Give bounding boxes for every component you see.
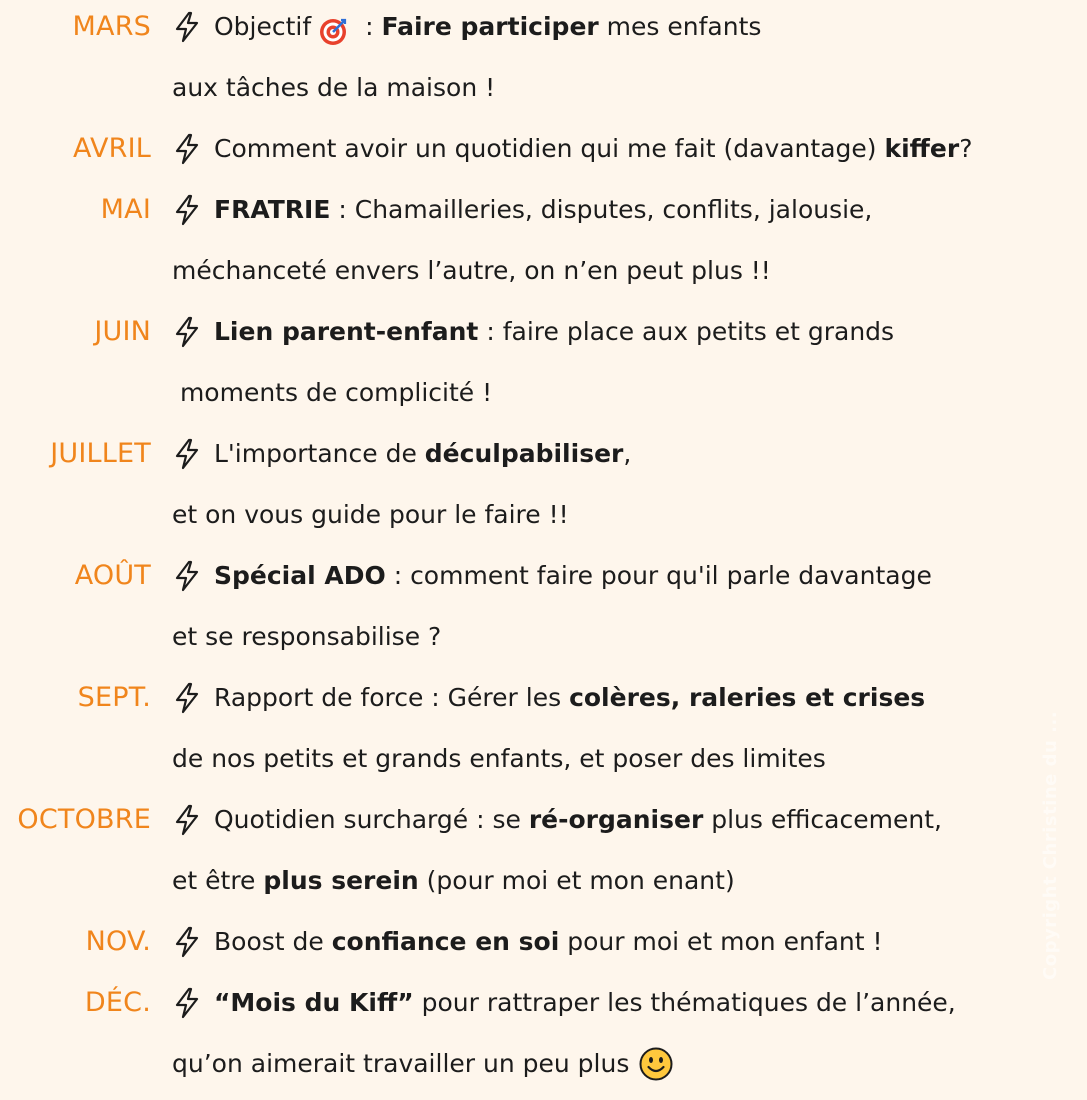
entry-bold-text: Spécial ADO [214,561,386,590]
entry-text: (pour moi et mon enant) [418,866,735,895]
lightning-bolt-icon [172,987,202,1019]
entry-line-1 [172,978,956,1028]
entry-line-1 [172,551,932,601]
entry-line-2 [172,490,569,540]
entry-line-2 [172,368,492,418]
entry-text: et on vous guide pour le faire !! [172,500,569,529]
entry-line-2 [172,1039,673,1089]
entry-text: et se responsabilise ? [172,622,442,651]
entry-text: : Chamailleries, disputes, conflits, jalousie, [330,195,873,224]
lightning-bolt-icon [172,560,202,592]
lightning-bolt-icon [172,438,202,470]
entry-line-2 [172,63,495,113]
entry-text: Rapport de force : Gérer les [214,683,570,712]
lightning-bolt-icon [172,804,202,836]
entry-line-1 [172,917,883,967]
entry-text: Comment avoir un quotidien qui me fait (davantage) [214,134,885,163]
month-label: DÉC. [84,987,151,1018]
entry-text: Objectif [214,12,312,41]
month-label: AOÛT [74,560,151,591]
lightning-bolt-icon [172,194,202,226]
month-label: OCTOBRE [17,804,151,835]
entry-bold-text: “Mois du Kiff” [214,988,414,1017]
lightning-bolt-icon [172,11,202,43]
target-dart-icon [319,13,347,41]
entry-text: pour rattraper les thématiques de l’année, [413,988,956,1017]
entry-text: Quotidien surchargé : se [214,805,529,834]
entry-text: Boost de [214,927,332,956]
entry-bold-text: Faire participer [381,12,599,41]
entry-line-1 [172,2,761,52]
entry-text: pour moi et mon enfant ! [559,927,883,956]
entry-text: mes enfants [598,12,762,41]
entry-bold-text: déculpabiliser [424,439,624,468]
entry-text: moments de complicité ! [172,378,493,407]
entry-line-2 [172,734,826,784]
entry-text: : faire place aux petits et grands [478,317,895,346]
lightning-bolt-icon [172,133,202,165]
month-label: MAI [100,194,151,225]
month-label: JUIN [94,316,151,347]
lightning-bolt-icon [172,926,202,958]
entry-text: de nos petits et grands enfants, et poser des limites [172,744,826,773]
entry-text: et être [172,866,264,895]
entry-bold-text: plus serein [263,866,419,895]
lightning-bolt-icon [172,682,202,714]
entry-line-1 [172,124,973,174]
entry-bold-text: FRATRIE [214,195,331,224]
month-label: NOV. [85,926,151,957]
month-label: MARS [72,11,151,42]
entry-line-1 [172,307,894,357]
entry-text: qu’on aimerait travailler un peu plus [172,1049,630,1078]
entry-bold-text: ré-organiser [528,805,704,834]
entry-text: ? [959,134,973,163]
month-label: SEPT. [77,682,151,713]
month-label: JUILLET [50,438,151,469]
entry-line-2 [172,612,441,662]
entry-bold-text: confiance en soi [331,927,560,956]
copyright-watermark: Copyright Christine du ... [1040,710,1061,980]
entry-bold-text: kiffer [884,134,960,163]
lightning-bolt-icon [172,316,202,348]
entry-text: : [357,12,382,41]
entry-text: aux tâches de la maison ! [172,73,496,102]
entry-line-1 [172,185,872,235]
entry-line-2 [172,856,735,906]
smiling-face-icon [639,1047,673,1081]
entry-text: L'importance de [214,439,425,468]
entry-line-1 [172,673,925,723]
entry-bold-text: Lien parent-enfant [214,317,479,346]
entry-text: , [623,439,632,468]
entry-bold-text: colères, raleries et crises [569,683,926,712]
entry-line-1 [172,429,631,479]
entry-line-2 [172,246,771,296]
month-label: AVRIL [73,133,151,164]
entry-line-1 [172,795,942,845]
entry-text: méchanceté envers l’autre, on n’en peut plus !! [172,256,771,285]
entry-text: : comment faire pour qu'il parle davantage [385,561,932,590]
entry-text: plus efficacement, [703,805,942,834]
